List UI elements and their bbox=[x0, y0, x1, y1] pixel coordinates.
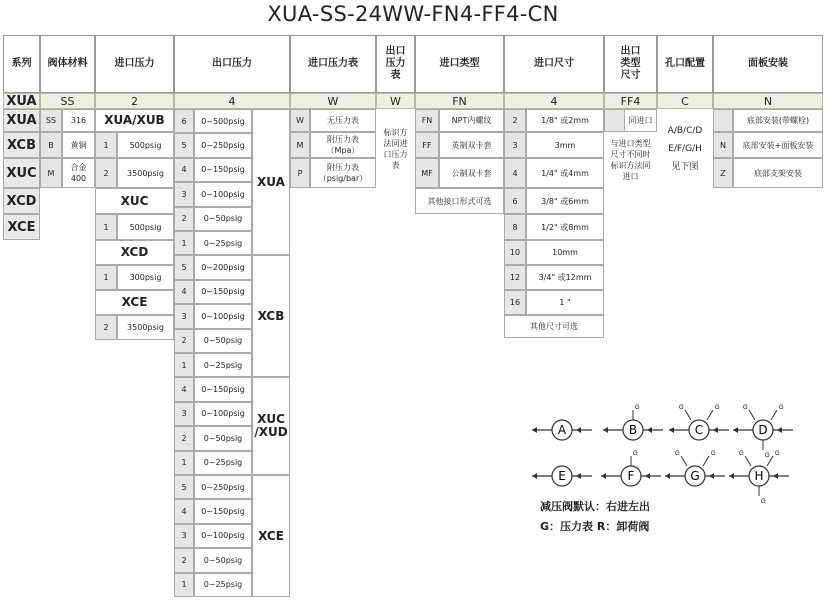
outlet-pressure-value: 0~50psig bbox=[194, 329, 252, 353]
inlet-pressure-value: 3500psig bbox=[117, 158, 174, 188]
port-config-diagram bbox=[525, 400, 795, 505]
inlet-size-value: 3/4" 或12mm bbox=[526, 265, 604, 290]
svg-text:G: G bbox=[633, 451, 638, 457]
header-body-material: 阀体材料 bbox=[40, 35, 95, 93]
outlet-pressure-code: 2 bbox=[174, 426, 194, 450]
inlet-pressure-group-title: XCD bbox=[95, 240, 174, 265]
outlet-pressure-value: 0~500psig bbox=[194, 109, 252, 133]
outlet-pressure-value: 0~100psig bbox=[194, 402, 252, 426]
outlet-pressure-code: 2 bbox=[174, 329, 194, 353]
outlet-pressure-code: 3 bbox=[174, 402, 194, 426]
port-diagram-label: D bbox=[758, 423, 768, 437]
outlet-pressure-value: 0~100psig bbox=[194, 182, 252, 206]
inlet-size-code: 10 bbox=[504, 240, 526, 265]
svg-text:G: G bbox=[739, 451, 744, 457]
header-port-config: 孔口配置 bbox=[657, 35, 713, 93]
inlet-gauge-code: M bbox=[290, 132, 310, 158]
outlet-pressure-value: 0~50psig bbox=[194, 548, 252, 572]
port-diagram-label: C bbox=[694, 423, 704, 437]
header-panel-mount: 面板安装 bbox=[713, 35, 823, 93]
inlet-size-code: 3 bbox=[504, 132, 526, 158]
pattern-inlet-pressure: 2 bbox=[95, 93, 174, 109]
outlet-pressure-value: 0~150psig bbox=[194, 158, 252, 182]
port-diagram-label: B bbox=[628, 423, 638, 437]
inlet-pressure-group-title: XUA/XUB bbox=[95, 109, 174, 132]
inlet-pressure-code: 2 bbox=[95, 315, 117, 340]
port-diagram-h bbox=[729, 451, 789, 505]
header-outlet-gauge: 出口 压力 表 bbox=[376, 35, 415, 93]
outlet-pressure-code: 6 bbox=[174, 109, 194, 133]
port-diagram-label: H bbox=[754, 469, 764, 483]
outlet-pressure-group-label: XCE bbox=[252, 475, 290, 597]
inlet-size-value: 3mm bbox=[526, 132, 604, 158]
inlet-type-code: MF bbox=[415, 158, 439, 188]
outlet-gauge-note: 标识方 法同进 口压力 表 bbox=[376, 109, 415, 188]
svg-text:G: G bbox=[715, 405, 720, 411]
outlet-type-same: 同进口 bbox=[624, 109, 657, 132]
material-code: SS bbox=[40, 109, 62, 132]
inlet-gauge-value: 无压力表 bbox=[310, 109, 376, 132]
outlet-pressure-code: 3 bbox=[174, 304, 194, 328]
inlet-pressure-value: 3500psig bbox=[117, 315, 174, 340]
series-item: XUA bbox=[3, 109, 40, 132]
header-inlet-gauge: 进口压力表 bbox=[290, 35, 376, 93]
inlet-gauge-value: 附压力表 （psig/bar） bbox=[310, 158, 376, 188]
outlet-pressure-code: 3 bbox=[174, 524, 194, 548]
series-item: XCE bbox=[3, 214, 40, 240]
legend-default-direction: 减压阀默认：右进左出 bbox=[540, 500, 650, 513]
panel-mount-code bbox=[713, 109, 733, 132]
material-name: 316 bbox=[62, 109, 95, 132]
pattern-outlet-pressure: 4 bbox=[174, 93, 290, 109]
inlet-size-code: 2 bbox=[504, 109, 526, 132]
inlet-gauge-value: 附压力表 （Mpa） bbox=[310, 132, 376, 158]
outlet-pressure-code: 4 bbox=[174, 377, 194, 401]
outlet-pressure-value: 0~50psig bbox=[194, 207, 252, 231]
outlet-pressure-value: 0~50psig bbox=[194, 426, 252, 450]
svg-text:G: G bbox=[711, 451, 716, 457]
inlet-size-value: 1/2" 或8mm bbox=[526, 214, 604, 240]
header-inlet-pressure: 进口压力 bbox=[95, 35, 174, 93]
inlet-pressure-group-title: XCE bbox=[95, 290, 174, 315]
material-code: M bbox=[40, 158, 62, 188]
pattern-inlet-gauge: W bbox=[290, 93, 376, 109]
port-diagram-label: E bbox=[558, 469, 566, 483]
svg-text:G: G bbox=[743, 405, 748, 411]
port-diagram-g bbox=[665, 451, 725, 486]
port-diagram-label: G bbox=[690, 469, 700, 483]
outlet-pressure-code: 2 bbox=[174, 548, 194, 572]
outlet-pressure-code: 4 bbox=[174, 280, 194, 304]
svg-text:G: G bbox=[635, 405, 640, 411]
inlet-size-code: 8 bbox=[504, 214, 526, 240]
series-item: XCD bbox=[3, 188, 40, 214]
outlet-pressure-code: 1 bbox=[174, 573, 194, 597]
outlet-type-code bbox=[604, 109, 624, 132]
svg-text:G: G bbox=[775, 451, 780, 457]
panel-mount-value: 底部安装(带螺栓) bbox=[733, 109, 823, 132]
port-diagram-label: A bbox=[557, 423, 567, 437]
series-item: XUC bbox=[3, 158, 40, 188]
inlet-gauge-code: W bbox=[290, 109, 310, 132]
outlet-pressure-code: 1 bbox=[174, 231, 194, 255]
inlet-type-code: FN bbox=[415, 109, 439, 132]
outlet-pressure-code: 4 bbox=[174, 158, 194, 182]
inlet-pressure-code: 1 bbox=[95, 132, 117, 158]
inlet-size-value: 1/8" 或2mm bbox=[526, 109, 604, 132]
inlet-size-value: 3/8" 或6mm bbox=[526, 188, 604, 214]
port-diagram-e bbox=[532, 466, 592, 486]
outlet-pressure-value: 0~150psig bbox=[194, 280, 252, 304]
svg-text:G: G bbox=[779, 405, 784, 411]
outlet-pressure-code: 1 bbox=[174, 353, 194, 377]
inlet-pressure-code: 1 bbox=[95, 265, 117, 290]
svg-text:G: G bbox=[679, 405, 684, 411]
inlet-pressure-code: 2 bbox=[95, 158, 117, 188]
outlet-pressure-code: 5 bbox=[174, 475, 194, 499]
inlet-pressure-value: 500psig bbox=[117, 132, 174, 158]
header-outlet-type: 出口 类型 尺寸 bbox=[604, 35, 657, 93]
svg-text:G: G bbox=[675, 451, 680, 457]
panel-mount-value: 底部支架安装 bbox=[733, 158, 823, 188]
inlet-size-value: 1 " bbox=[526, 290, 604, 315]
outlet-type-note: 与进口类型 尺寸不同时 标识方法同 进口 bbox=[604, 132, 657, 188]
material-name: 黄铜 bbox=[62, 132, 95, 158]
inlet-size-value: 1/4" 或4mm bbox=[526, 158, 604, 188]
inlet-type-value: 英制双卡套 bbox=[439, 132, 504, 158]
header-inlet-type: 进口类型 bbox=[415, 35, 504, 93]
pattern-panel-mount: N bbox=[713, 93, 823, 109]
outlet-pressure-value: 0~150psig bbox=[194, 499, 252, 523]
port-diagram-c bbox=[669, 405, 729, 440]
pattern-series: XUA bbox=[3, 93, 40, 109]
outlet-pressure-value: 0~25psig bbox=[194, 231, 252, 255]
inlet-pressure-value: 300psig bbox=[117, 265, 174, 290]
outlet-pressure-value: 0~250psig bbox=[194, 475, 252, 499]
outlet-pressure-value: 0~150psig bbox=[194, 377, 252, 401]
inlet-size-code: 6 bbox=[504, 188, 526, 214]
outlet-pressure-value: 0~250psig bbox=[194, 133, 252, 157]
outlet-pressure-code: 2 bbox=[174, 207, 194, 231]
outlet-pressure-value: 0~200psig bbox=[194, 255, 252, 279]
header-series: 系列 bbox=[3, 35, 40, 93]
series-item: XCB bbox=[3, 132, 40, 158]
pattern-port-config: C bbox=[657, 93, 713, 109]
inlet-size-note: 其他尺寸可选 bbox=[504, 315, 604, 338]
outlet-pressure-code: 3 bbox=[174, 182, 194, 206]
pattern-inlet-type: FN bbox=[415, 93, 504, 109]
outlet-pressure-code: 5 bbox=[174, 255, 194, 279]
port-diagram-f bbox=[601, 451, 661, 486]
inlet-size-code: 12 bbox=[504, 265, 526, 290]
panel-mount-code: Z bbox=[713, 158, 733, 188]
panel-mount-value: 底部安装+面板安装 bbox=[733, 132, 823, 158]
outlet-pressure-value: 0~100psig bbox=[194, 304, 252, 328]
inlet-type-value: 公制双卡套 bbox=[439, 158, 504, 188]
pattern-inlet-size: 4 bbox=[504, 93, 604, 109]
inlet-gauge-code: P bbox=[290, 158, 310, 188]
outlet-pressure-code: 5 bbox=[174, 133, 194, 157]
header-outlet-pressure: 出口压力 bbox=[174, 35, 290, 93]
inlet-type-note: 其他接口形式可选 bbox=[415, 188, 504, 214]
outlet-pressure-value: 0~25psig bbox=[194, 451, 252, 475]
pattern-outlet-type: FF4 bbox=[604, 93, 657, 109]
inlet-pressure-code: 1 bbox=[95, 214, 117, 240]
port-config-note: A/B/C/D E/F/G/H 见下图 bbox=[657, 109, 713, 188]
outlet-pressure-code: 4 bbox=[174, 499, 194, 523]
inlet-type-value: NPT内螺纹 bbox=[439, 109, 504, 132]
inlet-size-code: 16 bbox=[504, 290, 526, 315]
outlet-pressure-group-label: XUA bbox=[252, 109, 290, 255]
inlet-size-value: 10mm bbox=[526, 240, 604, 265]
svg-text:G: G bbox=[761, 499, 766, 505]
inlet-type-code: FF bbox=[415, 132, 439, 158]
port-diagram-b bbox=[603, 405, 663, 440]
outlet-pressure-group-label: XUC /XUD bbox=[252, 377, 290, 475]
svg-text:G: G bbox=[765, 453, 770, 459]
inlet-size-code: 4 bbox=[504, 158, 526, 188]
port-diagram-label: F bbox=[627, 469, 635, 483]
outlet-pressure-value: 0~25psig bbox=[194, 353, 252, 377]
pattern-material: SS bbox=[40, 93, 95, 109]
header-inlet-size: 进口尺寸 bbox=[504, 35, 604, 93]
inlet-pressure-value: 500psig bbox=[117, 214, 174, 240]
panel-mount-code: N bbox=[713, 132, 733, 158]
outlet-pressure-value: 0~25psig bbox=[194, 573, 252, 597]
port-diagram-a bbox=[532, 420, 592, 440]
outlet-pressure-code: 1 bbox=[174, 451, 194, 475]
legend-gauge-relief: G：压力表 R：卸荷阀 bbox=[540, 520, 650, 533]
outlet-pressure-value: 0~100psig bbox=[194, 524, 252, 548]
material-code: B bbox=[40, 132, 62, 158]
material-name: 合金 400 bbox=[62, 158, 95, 188]
inlet-pressure-group-title: XUC bbox=[95, 188, 174, 214]
outlet-pressure-group-label: XCB bbox=[252, 255, 290, 377]
pattern-outlet-gauge: W bbox=[376, 93, 415, 109]
page-title: XUA-SS-24WW-FN4-FF4-CN bbox=[267, 2, 559, 26]
